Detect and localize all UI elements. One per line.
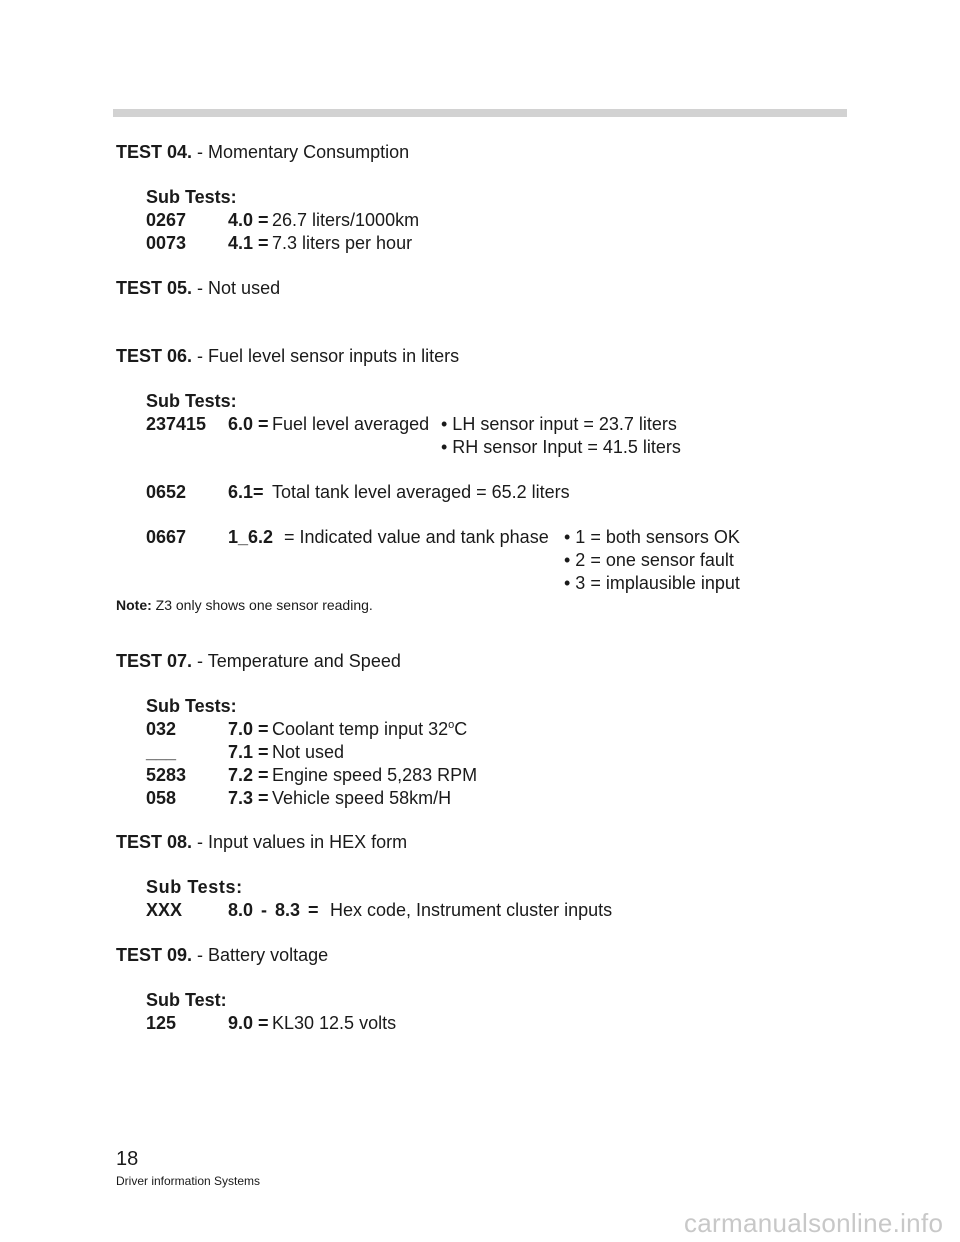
test-07-heading: TEST 07. - Temperature and Speed <box>116 651 401 671</box>
test-05-heading: TEST 05. - Not used <box>116 278 281 298</box>
test-06-bullet: • LH sensor input = 23.7 liters <box>441 414 677 434</box>
test-07-value: Vehicle speed 58km/H <box>272 788 452 808</box>
test-06-code: 0667 <box>146 527 187 547</box>
watermark: carmanualsonline.info <box>684 1208 944 1238</box>
test-06-value: Fuel level averaged <box>272 414 430 434</box>
test-07-subtests-label: Sub Tests: <box>146 696 237 716</box>
test-06-sub: 6.0 = <box>228 414 269 434</box>
test-09-value: KL30 12.5 volts <box>272 1013 397 1033</box>
test-06-sub: 6.1= <box>228 482 264 502</box>
test-06-code: 0652 <box>146 482 187 502</box>
test-04-heading: TEST 04. - Momentary Consumption <box>116 142 410 162</box>
test-06-bullet: • 1 = both sensors OK <box>564 527 740 547</box>
test-06-bullet: • 2 = one sensor fault <box>564 550 734 570</box>
test-09-heading: TEST 09. - Battery voltage <box>116 945 329 965</box>
test-07-sub: 7.3 = <box>228 788 269 808</box>
test-06-subtests-label: Sub Tests: <box>146 391 237 411</box>
test-04-value: 26.7 liters/1000km <box>272 210 420 230</box>
test-07-code: 5283 <box>146 765 187 785</box>
test-07-sub: 7.1 = <box>228 742 269 762</box>
footer-title: Driver information Systems <box>116 1174 261 1188</box>
test-07-code: 058 <box>146 788 177 808</box>
test-08-value: Hex code, Instrument cluster inputs <box>330 900 613 920</box>
test-04-subtests-label: Sub Tests: <box>146 187 237 207</box>
test-06-value: = Indicated value and tank phase <box>284 527 549 547</box>
test-09-sub: 9.0 = <box>228 1013 269 1033</box>
header-rule <box>113 109 847 117</box>
test-06-bullet: • 3 = implausible input <box>564 573 740 593</box>
test-07-value: Engine speed 5,283 RPM <box>272 765 478 785</box>
test-07-code: ___ <box>146 742 177 762</box>
test-06-heading: TEST 06. - Fuel level sensor inputs in liters <box>116 346 460 366</box>
test-09-subtests-label: Sub Test: <box>146 990 227 1010</box>
test-06-value: Total tank level averaged = 65.2 liters <box>272 482 570 502</box>
test-06-bullet: • RH sensor Input = 41.5 liters <box>441 437 681 457</box>
test-07-code: 032 <box>146 719 177 739</box>
test-07-sub: 7.2 = <box>228 765 269 785</box>
test-08-heading: TEST 08. - Input values in HEX form <box>116 832 408 852</box>
test-04-code: 0073 <box>146 233 187 253</box>
test-06-code: 237415 <box>146 414 207 434</box>
test-04-sub: 4.0 = <box>228 210 269 230</box>
degree-mark: o <box>448 719 455 731</box>
test-09-code: 125 <box>146 1013 177 1033</box>
test-04-sub: 4.1 = <box>228 233 269 253</box>
test-04-value: 7.3 liters per hour <box>272 233 413 253</box>
page-number: 18 <box>116 1148 139 1170</box>
test-07-value: Coolant temp input 32$^o$C <box>272 719 468 739</box>
test-07-sub: 7.0 = <box>228 719 269 739</box>
test-08-subtests-label: Sub Tests: <box>146 877 243 897</box>
test-06-note: Note: Z3 only shows one sensor reading. <box>116 597 373 613</box>
test-07-value: Not used <box>272 742 345 762</box>
test-06-sub: 1_6.2 <box>228 527 274 547</box>
test-08-sub: 8.0 - 8.3 = <box>228 900 319 920</box>
test-04-code: 0267 <box>146 210 187 230</box>
test-08-code: XXX <box>146 900 183 920</box>
